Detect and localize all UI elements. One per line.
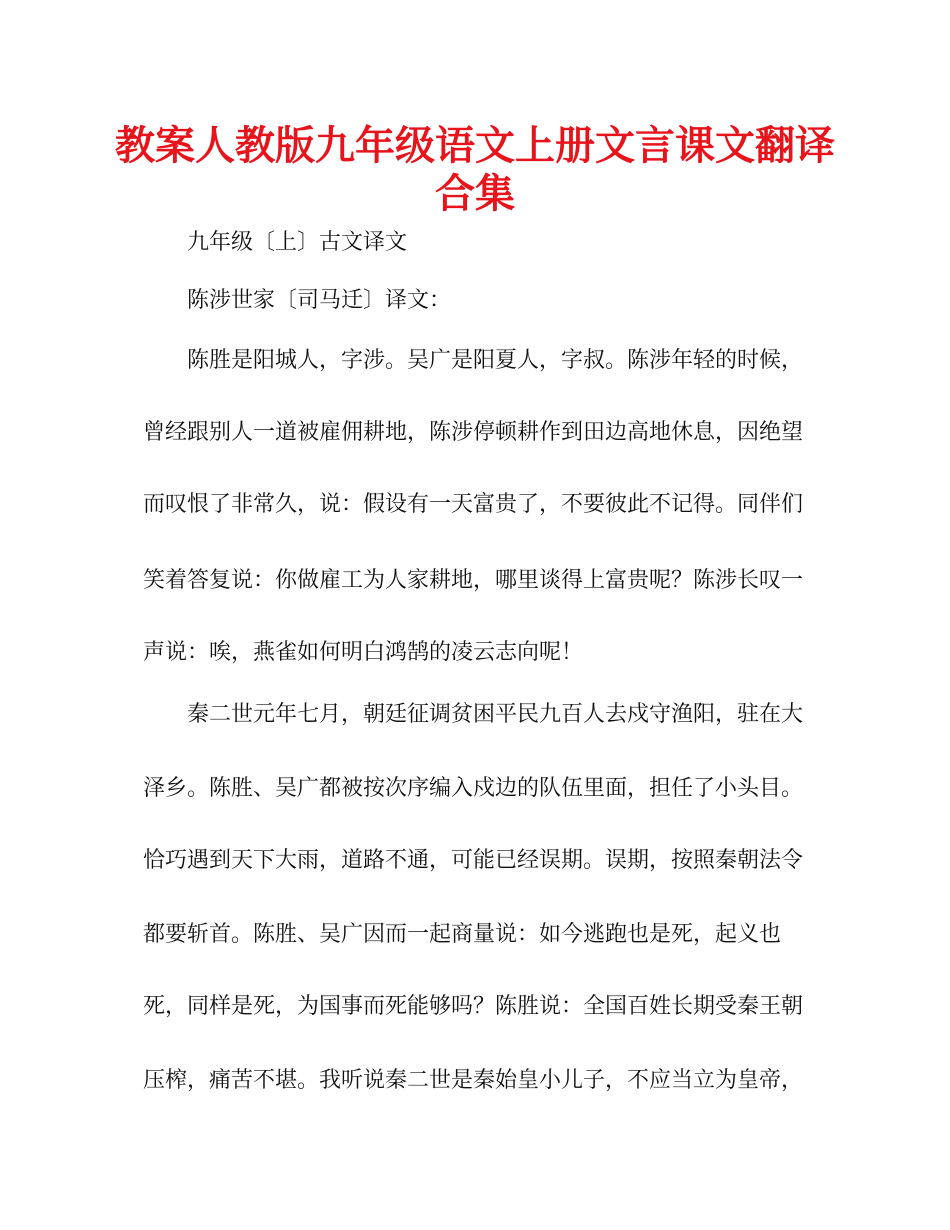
paragraph-line: 死，同样是死，为国事而死能够吗？陈胜说：全国百姓长期受秦王朝	[143, 994, 804, 1019]
paragraph-line: 恰巧遇到天下大雨，道路不通，可能已经误期。误期，按照秦朝法令	[143, 848, 804, 873]
paragraph-line: 而叹恨了非常久，说：假设有一天富贵了，不要彼此不记得。同伴们	[143, 492, 804, 517]
paragraph-line: 都要斩首。陈胜、吴广因而一起商量说：如今逃跑也是死，起义也	[143, 922, 782, 947]
section-heading: 九年级〔上〕古文译文	[187, 230, 408, 255]
paragraph-line: 曾经跟别人一道被雇佣耕地，陈涉停顿耕作到田边高地休息，因绝望	[143, 420, 804, 445]
paragraph-line: 泽乡。陈胜、吴广都被按次序编入戍边的队伍里面，担任了小头目。	[143, 776, 804, 801]
paragraph-line: 陈胜是阳城人，字涉。吴广是阳夏人，字叔。陈涉年轻的时候，	[187, 348, 804, 373]
subsection-heading: 陈涉世家〔司马迁〕译文：	[187, 288, 452, 313]
document-title-line-1: 教案人教版九年级语文上册文言课文翻译	[115, 123, 835, 169]
document-title-line-2: 合集	[435, 171, 515, 217]
paragraph-line: 压榨，痛苦不堪。我听说秦二世是秦始皇小儿子，不应当立为皇帝，	[143, 1068, 804, 1093]
paragraph-line: 秦二世元年七月，朝廷征调贫困平民九百人去戍守渔阳，驻在大	[187, 702, 804, 727]
paragraph-line: 声说：唉，燕雀如何明白鸿鹄的凌云志向呢！	[143, 640, 584, 665]
paragraph-line: 笑着答复说：你做雇工为人家耕地，哪里谈得上富贵呢？陈涉长叹一	[143, 568, 804, 593]
